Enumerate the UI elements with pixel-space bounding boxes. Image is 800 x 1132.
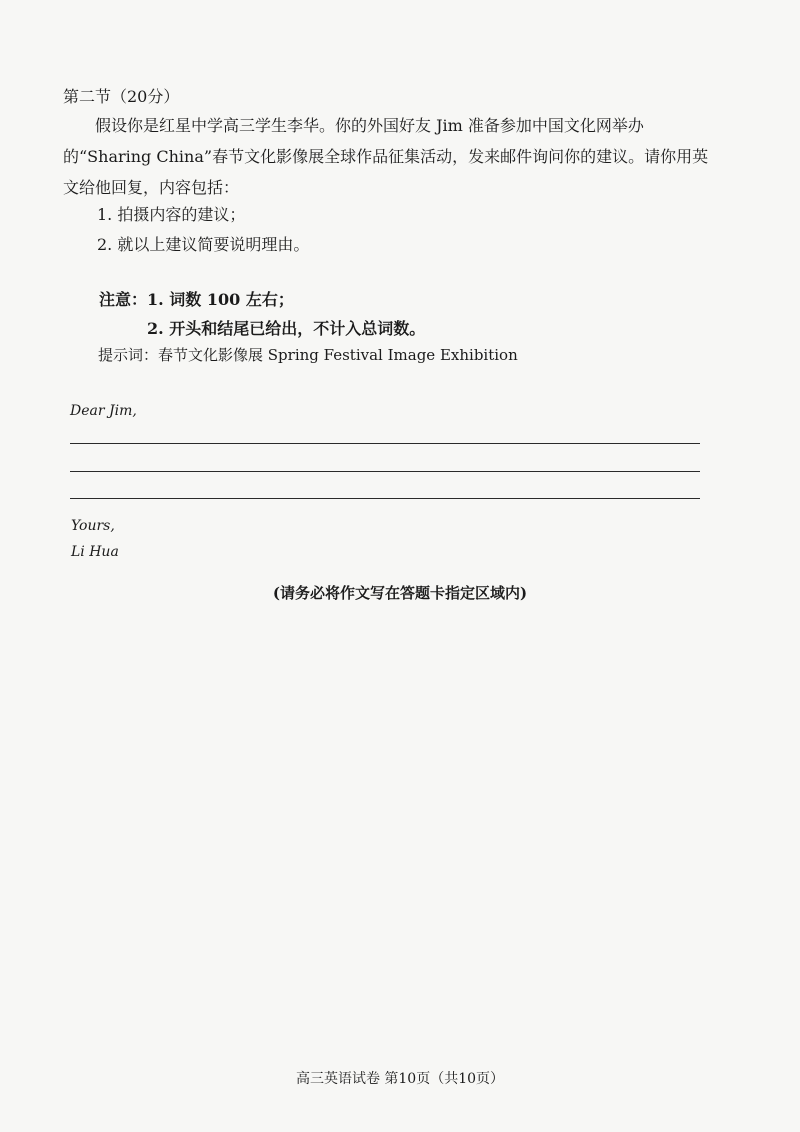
note-opening-closing: 2. 开头和结尾已给出，不计入总词数。 [147,319,426,338]
writing-line [70,471,700,472]
section-title: 第二节（20分） [63,87,180,106]
prompt-item-1: 1. 拍摄内容的建议； [97,205,246,224]
letter-closing: Yours, [71,518,115,534]
hint-words: 提示词：春节文化影像展 Spring Festival Image Exhibition [98,346,518,364]
letter-signature: Li Hua [71,544,119,560]
note-word-count: 注意：1. 词数 100 左右； [99,290,294,309]
writing-line [70,443,700,444]
prompt-paragraph [63,110,713,203]
prompt-item-2: 2. 就以上建议简要说明理由。 [97,235,310,254]
prompt-text: 假设你是红星中学高三学生李华。你的外国好友 Jim 准备参加中国文化网举办的“Sharing China”春节文化影像展全球作品征集活动，发来邮件询问你的建议。请你用英文给他回复，内容包括： [63,116,709,197]
answer-sheet-instruction: (请务必将作文写在答题卡指定区域内) [272,584,528,602]
page-footer: 高三英语试卷 第10页（共10页） [295,1071,505,1087]
letter-salutation: Dear Jim, [70,403,137,419]
writing-line [70,498,700,499]
